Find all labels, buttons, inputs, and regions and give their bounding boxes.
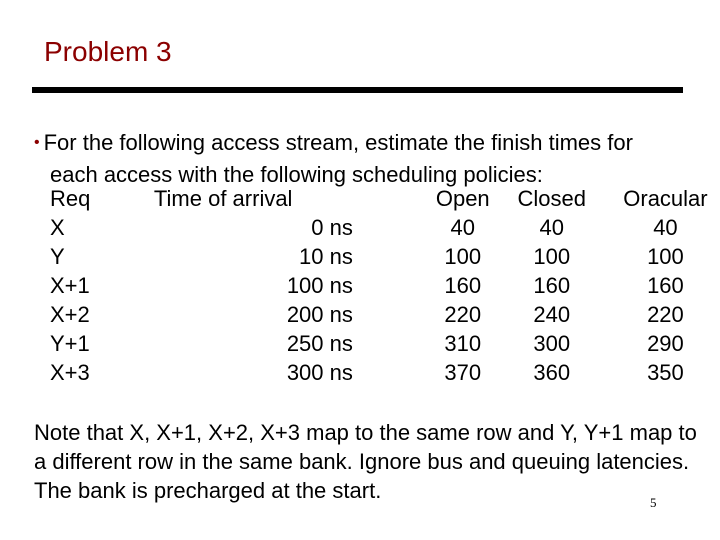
cell-oracular: 160 xyxy=(647,273,684,298)
cell-oracular: 290 xyxy=(647,331,684,356)
cell-oracular: 220 xyxy=(647,302,684,327)
cell-time: 300 ns xyxy=(286,360,353,385)
table-row xyxy=(34,213,720,242)
bullet-text-line2: each access with the following scheduling policies: xyxy=(50,162,543,187)
cell-req: X xyxy=(50,215,65,240)
header-req: Req xyxy=(50,186,91,211)
cell-closed: 160 xyxy=(533,273,571,298)
cell-closed: 360 xyxy=(533,360,571,385)
header-oracular: Oracular xyxy=(623,186,708,211)
cell-oracular: 40 xyxy=(653,215,678,240)
bullet-text-line1: For the following access stream, estimate the finish times for xyxy=(43,130,633,155)
cell-open: 310 xyxy=(444,331,482,356)
cell-closed: 240 xyxy=(533,302,571,327)
cell-req: X+2 xyxy=(50,302,90,327)
cell-time: 200 ns xyxy=(286,302,353,327)
cell-closed: 300 xyxy=(533,331,571,356)
cell-time: 100 ns xyxy=(286,273,353,298)
cell-open: 160 xyxy=(444,273,482,298)
cell-open: 370 xyxy=(444,360,482,385)
title-divider xyxy=(32,87,683,93)
cell-closed: 40 xyxy=(539,215,564,240)
cell-open: 40 xyxy=(450,215,475,240)
header-closed: Closed xyxy=(517,186,586,211)
table-row xyxy=(34,271,720,300)
cell-oracular: 100 xyxy=(647,244,684,269)
cell-oracular: 350 xyxy=(647,360,684,385)
cell-time: 0 ns xyxy=(311,215,353,240)
bullet-item xyxy=(34,128,704,189)
cell-time: 10 ns xyxy=(299,244,353,269)
table-row xyxy=(34,358,720,387)
header-time-of-arrival: Time of arrival xyxy=(153,186,293,211)
cell-req: X+1 xyxy=(50,273,90,298)
slide-title: Problem 3 xyxy=(44,36,172,67)
table-row xyxy=(34,300,720,329)
cell-closed: 100 xyxy=(533,244,571,269)
table-header-row xyxy=(34,184,720,213)
page-number: 5 xyxy=(650,495,657,510)
bullet-dot-icon: • xyxy=(34,134,40,151)
cell-open: 220 xyxy=(444,302,482,327)
cell-time: 250 ns xyxy=(286,331,353,356)
access-stream-table xyxy=(34,184,720,387)
cell-req: X+3 xyxy=(50,360,90,385)
cell-req: Y+1 xyxy=(50,331,90,356)
table-row xyxy=(34,329,720,358)
header-open: Open xyxy=(435,186,490,211)
table-row xyxy=(34,242,720,271)
cell-req: Y xyxy=(50,244,65,269)
cell-open: 100 xyxy=(444,244,482,269)
note-text: Note that X, X+1, X+2, X+3 map to the same row and Y, Y+1 map to a different row in the same bank. Ignore bus and queuing latencies. The bank is precharged at the start. xyxy=(34,420,697,503)
